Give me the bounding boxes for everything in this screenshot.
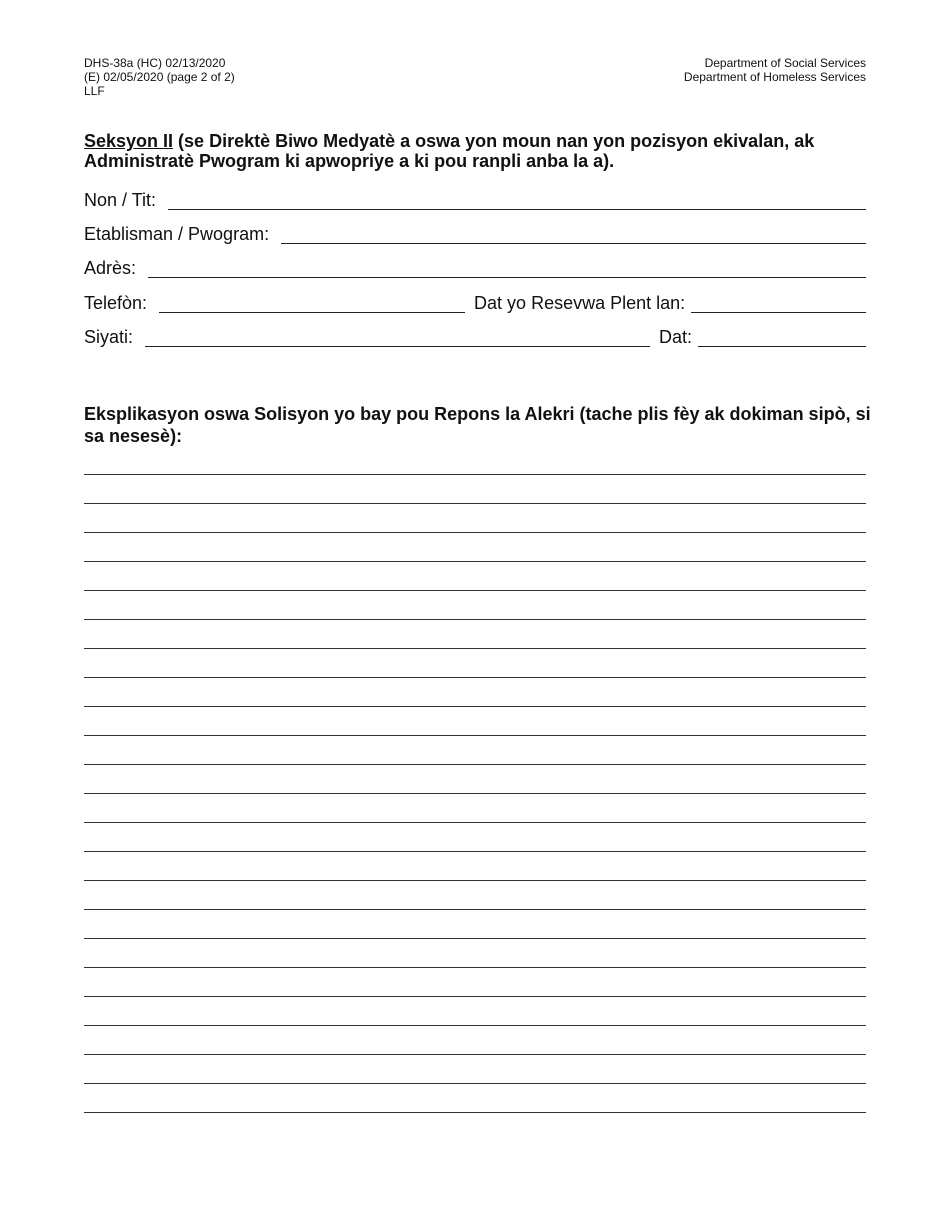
facility-program-row	[84, 220, 866, 246]
explanation-line[interactable]	[84, 1083, 866, 1084]
department-homeless-services: Department of Homeless Services	[683, 70, 866, 84]
phone-input[interactable]	[159, 311, 465, 313]
explanation-line[interactable]	[84, 648, 866, 649]
form-header-left	[84, 56, 235, 98]
english-version: (E) 02/05/2020 (page 2 of 2)	[84, 70, 235, 84]
explanation-line[interactable]	[84, 996, 866, 997]
signature-input[interactable]	[145, 345, 650, 347]
explanation-line[interactable]	[84, 706, 866, 707]
phone-row	[84, 289, 866, 315]
date-complaint-received-label: Dat yo Resevwa Plent lan:	[474, 293, 686, 313]
address-label: Adrès:	[84, 258, 137, 278]
explanation-line[interactable]	[84, 822, 866, 823]
explanation-line[interactable]	[84, 909, 866, 910]
explanation-line[interactable]	[84, 561, 866, 562]
date-label: Dat:	[659, 327, 693, 347]
explanation-line[interactable]	[84, 793, 866, 794]
name-title-input[interactable]	[168, 208, 866, 210]
explanation-line[interactable]	[84, 938, 866, 939]
section-heading-text: (se Direktè Biwo Medyatè a oswa yon moun nan yon pozisyon ekivalan, ak Administratè Pwogram ki apwopriye a ki pou ranpli anba la a).	[84, 131, 815, 171]
facility-program-label: Etablisman / Pwogram:	[84, 224, 270, 244]
explanation-line[interactable]	[84, 503, 866, 504]
form-header-right	[684, 56, 866, 84]
section-heading	[84, 131, 874, 171]
explanation-line[interactable]	[84, 532, 866, 533]
section-heading-label: Seksyon II	[84, 131, 174, 151]
explanation-line[interactable]	[84, 880, 866, 881]
signature-row	[84, 323, 866, 349]
date-complaint-received-input[interactable]	[691, 311, 866, 313]
explanation-line[interactable]	[84, 967, 866, 968]
date-input[interactable]	[698, 345, 866, 347]
explanation-line[interactable]	[84, 735, 866, 736]
explanation-line[interactable]	[84, 590, 866, 591]
phone-label: Telefòn:	[84, 293, 148, 313]
explanation-line[interactable]	[84, 1054, 866, 1055]
explanation-line[interactable]	[84, 1112, 866, 1113]
name-title-row	[84, 186, 866, 212]
explanation-line[interactable]	[84, 764, 866, 765]
explanation-line[interactable]	[84, 474, 866, 475]
address-row	[84, 254, 866, 280]
form-code: LLF	[84, 84, 105, 98]
form-id: DHS-38a (HC) 02/13/2020	[84, 56, 226, 70]
facility-program-input[interactable]	[281, 242, 866, 244]
explanation-line[interactable]	[84, 1025, 866, 1026]
explanation-line[interactable]	[84, 619, 866, 620]
explanation-heading: Eksplikasyon oswa Solisyon yo bay pou Repons la Alekri (tache plis fèy ak dokiman sipò, si sa nesesè):	[84, 404, 871, 446]
address-input[interactable]	[148, 276, 866, 278]
signature-label: Siyati:	[84, 327, 134, 347]
explanation-line[interactable]	[84, 677, 866, 678]
department-social-services: Department of Social Services	[704, 56, 866, 70]
name-title-label: Non / Tit:	[84, 190, 157, 210]
explanation-line[interactable]	[84, 851, 866, 852]
